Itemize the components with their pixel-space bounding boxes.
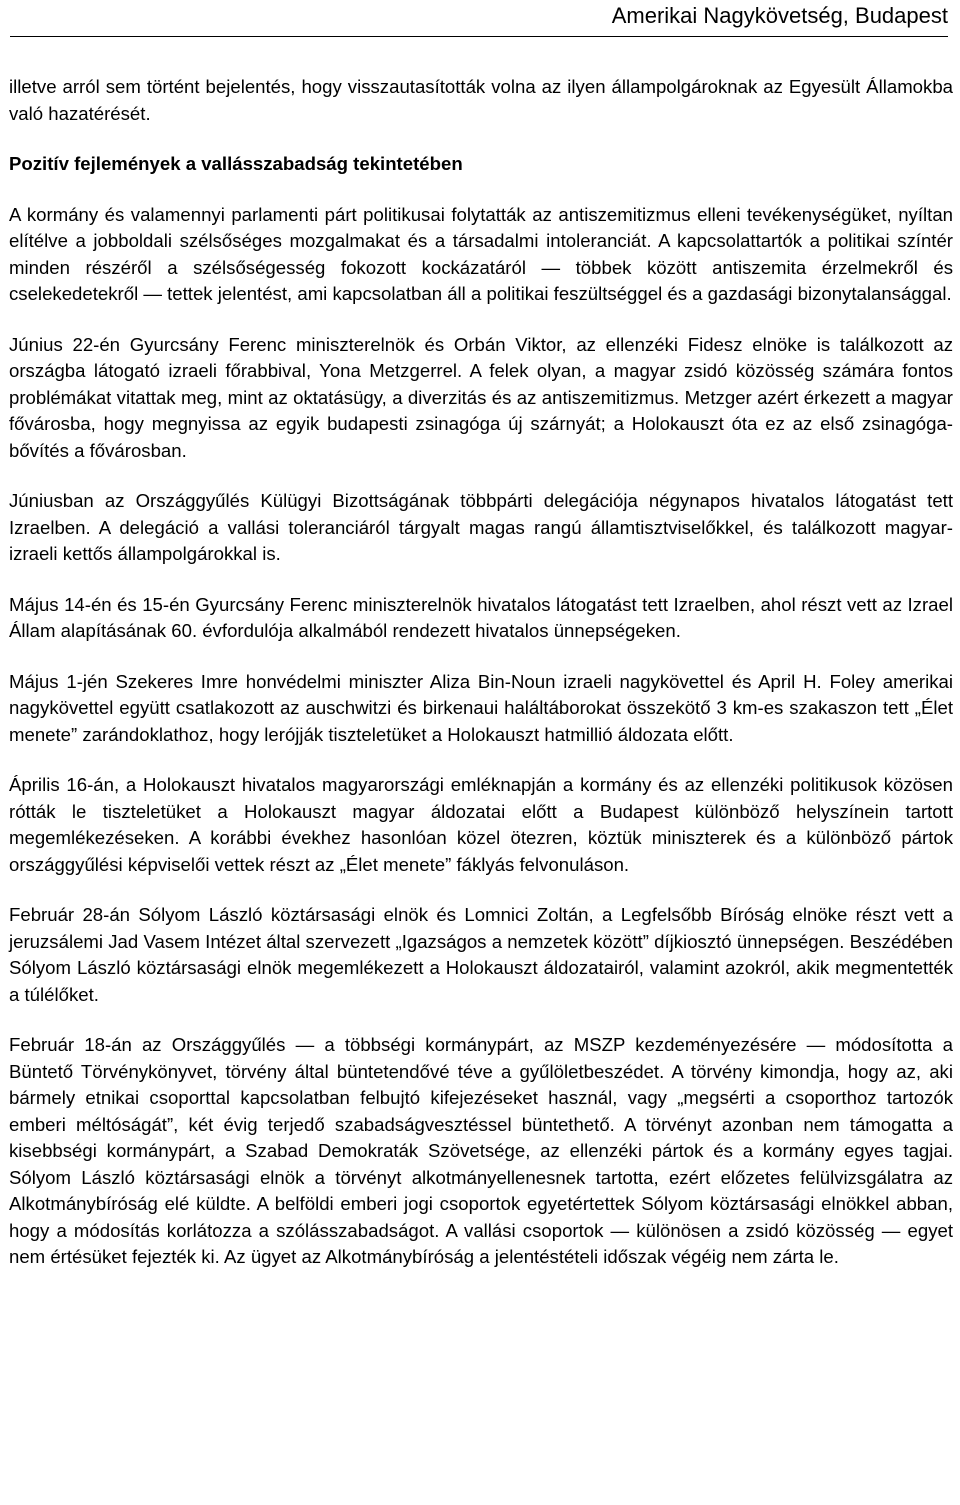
paragraph-antisemitism: A kormány és valamennyi parlamenti párt politikusai folytatták az antiszemitizmus elleni tevékenységüket, nyíltan elítélve a jobboldali szélsőséges mozgalmakat és a társadalmi intoleranciát. A kapcsolattartók a politikai színtér minden részéről a szélsőségesség fokozott kockázatáról — többek között antiszemita érzelmekről és cselekedetekről — tettek jelentést, ami kapcsolatban áll a politikai feszültséggel és a gazdasági bizonytalansággal.: [9, 203, 953, 304]
header-title: Amerikai Nagykövetség, Budapest: [611, 3, 948, 28]
section-heading: Pozitív fejlemények a vallásszabadság tekintetében: [9, 153, 463, 174]
document-body: [9, 74, 953, 1295]
page-header: [0, 0, 948, 34]
paragraph-may-14: Május 14-én és 15-én Gyurcsány Ferenc miniszterelnök hivatalos látogatást tett Izraelben, ahol részt vett az Izrael Állam alapításának 60. évfordulója alkalmából rendezett hivatalos ünnepségeken.: [9, 593, 953, 641]
paragraph-february-28: Február 28-án Sólyom László köztársasági elnök és Lomnici Zoltán, a Legfelsőbb Bíróság elnöke részt vett a jeruzsálemi Jad Vasem Intézet által szervezett „Igazságos a nemzetek között” díjkiosztó ünnepségen. Beszédében Sólyom László köztársasági elnök megemlékezett a Holokauszt áldozatairól, valamint azokról, akik megmentették a túlélőket.: [9, 904, 953, 1005]
paragraph-june-delegation: Júniusban az Országgyűlés Külügyi Bizottságának többpárti delegációja négynapos hivatalos látogatást tett Izraelben. A delegáció a vallási toleranciáról tárgyalt magas rangú államtisztviselőkkel, és találkozott magyar-izraeli kettős állampolgárokkal is.: [9, 490, 953, 564]
paragraph-may-1: Május 1-jén Szekeres Imre honvédelmi miniszter Aliza Bin-Noun izraeli nagykövettel és April H. Foley amerikai nagykövettel együtt csatlakozott az auschwitzi és birkenaui haláltáborokat összekötő 3 km-es szakaszon tett „Élet menete” zarándoklathoz, hogy lerójják tiszteletüket a Holokauszt hatmillió áldozata előtt.: [9, 670, 953, 745]
header-rule: [10, 36, 948, 37]
paragraph-february-18: Február 18-án az Országgyűlés — a többségi kormánypárt, az MSZP kezdeményezésére — módosította a Büntető Törvénykönyvet, törvény által büntetendővé téve a gyűlöletbeszédet. A törvény kimondja, hogy az, aki bármely etnikai csoporttal kapcsolatban felbujtó kifejezéseket használ, vagy „megsérti a csoporthoz tartozók emberi méltóságát”, két évig terjedő szabadságvesztéssel büntethető. A törvényt azonban nem támogatta a kisebbségi kormánypárt, a Szabad Demokraták Szövetsége, az ellenzéki pártok és a kormány egyes tagjai. Sólyom László köztársasági elnök a törvényt alkotmányellenesnek tartotta, ezért előzetes felülvizsgálatra az Alkotmánybíróság elé küldte. A belföldi emberi jogi csoportok egyetértettek Sólyom köztársasági elnökkel abban, hogy a módosítás korlátozza a szólásszabadságot. A vallási csoportok — különösen a zsidó közösség — egyet nem értésüket fejezték ki. Az ügyet az Alkotmánybíróság a jelentéstételi időszak végéig nem zárta le.: [9, 1034, 953, 1267]
paragraph-april-16: Április 16-án, a Holokauszt hivatalos magyarországi emléknapján a kormány és az ellenzéki politikusok közösen rótták le tiszteletüket a Holokauszt magyar áldozatai előtt a Budapest különböző helyszínein tartott megemlékezéseken. A korábbi évekhez hasonlóan közel ötezren, köztük miniszterek és a különböző pártok országgyűlési képviselői vettek részt az „Élet menete” fáklyás felvonuláson.: [9, 774, 953, 875]
intro-paragraph: illetve arról sem történt bejelentés, hogy visszautasították volna az ilyen állampolgároknak az Egyesült Államokba való hazatérését.: [9, 76, 953, 124]
paragraph-june-22: Június 22-én Gyurcsány Ferenc miniszterelnök és Orbán Viktor, az ellenzéki Fidesz elnöke is találkozott az országba látogató izraeli főrabbival, Yona Metzgerrel. A felek olyan, a magyar zsidó közösség számára fontos problémákat vitattak meg, mint az oktatásügy, a diverzitás és az antiszemitizmus. Metzger azért érkezett a magyar fővárosba, hogy megnyissa az egyik budapesti zsinagóga új szárnyát; a Holokauszt óta ez az első zsinagóga-bővítés a fővárosban.: [9, 333, 953, 461]
